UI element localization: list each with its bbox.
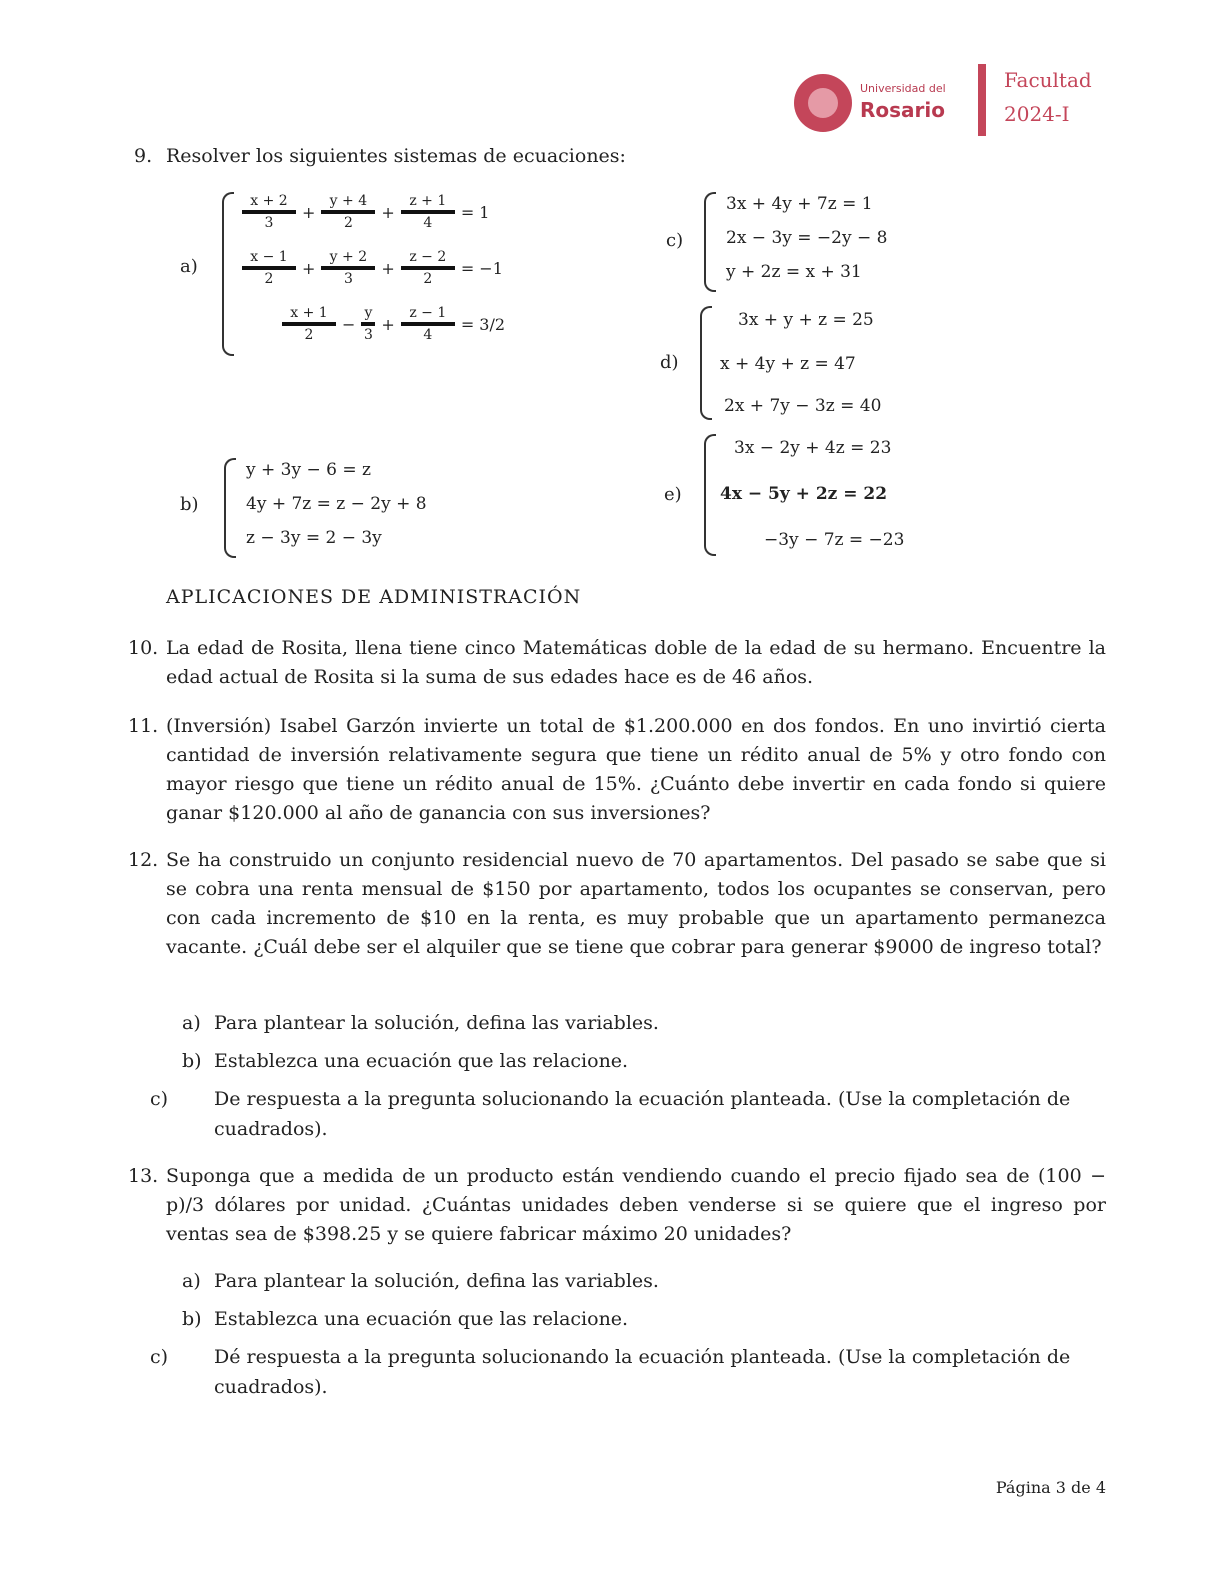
- exercise-13-sub-c: [150, 1342, 1106, 1402]
- system-c-eq-1: 3x + 4y + 7z = 1: [726, 194, 873, 214]
- system-b-brace: [224, 458, 236, 558]
- system-b-eq-2: 4y + 7z = z − 2y + 8: [246, 494, 427, 514]
- fraction-numerator: x − 1: [250, 249, 288, 265]
- system-a-label: a): [180, 256, 198, 277]
- exercise-11-number: 11.: [128, 715, 159, 737]
- exercise-9-number: 9.: [134, 145, 153, 167]
- fraction-numerator: z − 1: [409, 305, 447, 321]
- sub-label: b): [182, 1308, 202, 1330]
- fraction-denominator: 2: [343, 215, 353, 231]
- system-a-eq-2: [238, 248, 505, 288]
- faculty-label: Facultad: [1004, 68, 1092, 92]
- operator: +: [381, 314, 395, 334]
- fraction-denominator: 2: [423, 271, 433, 287]
- fraction: [321, 248, 375, 288]
- exercise-12-text: Se ha construido un conjunto residencial nuevo de 70 apartamentos. Del pasado se sabe que si se cobra una renta mensual de $150 por apartamento, todos los ocupantes se conservan, pero con cada incremento de $10 en la renta, es muy probable que un apartamento permanezca vacante. ¿Cuál debe ser el alquiler que se tiene que cobrar para generar $9000 de ingreso total?: [166, 849, 1106, 958]
- operator: +: [302, 258, 316, 278]
- system-a-eq-1: [238, 192, 491, 232]
- sub-label: b): [182, 1050, 202, 1072]
- fraction-numerator: x + 1: [290, 305, 328, 321]
- system-b: [180, 456, 480, 560]
- fraction: [321, 192, 375, 232]
- system-c-eq-3: y + 2z = x + 31: [726, 262, 862, 282]
- fraction-numerator: z − 2: [409, 249, 447, 265]
- system-d-eq-3: 2x + 7y − 3z = 40: [724, 396, 882, 416]
- fraction-denominator: 3: [363, 327, 373, 343]
- logo-small-text: Universidad del: [860, 82, 946, 95]
- sub-text: Para plantear la solución, defina las variables.: [214, 1012, 659, 1034]
- exercise-10-text: La edad de Rosita, llena tiene cinco Matemáticas doble de la edad de su hermano. Encuentre la edad actual de Rosita si la suma de sus edades hace es de 46 años.: [166, 637, 1106, 688]
- system-a-eq-3: [278, 304, 507, 344]
- exercise-11-text: (Inversión) Isabel Garzón invierte un total de $1.200.000 en dos fondos. En uno invirtió cierta cantidad de inversión relativamente segura que tiene un rédito anual de 5% y otro fondo con mayor riesgo que tiene un rédito anual de 15%. ¿Cuánto debe invertir en cada fondo si quiere ganar $120.000 al año de ganancia con sus inversiones?: [166, 715, 1106, 824]
- sub-label: c): [150, 1346, 169, 1368]
- operator: +: [302, 202, 316, 222]
- system-d-brace: [700, 306, 712, 420]
- exercise-9-prompt: Resolver los siguientes sistemas de ecuaciones:: [166, 145, 626, 167]
- system-d-eq-1: 3x + y + z = 25: [738, 310, 874, 330]
- sub-label: a): [182, 1012, 201, 1034]
- system-e-brace: [704, 434, 716, 556]
- exercise-13-text: Suponga que a medida de un producto están vendiendo cuando el precio fijado sea de (100 − p)/3 dólares por unidad. ¿Cuántas unidades deben venderse si se quiere que el ingreso por ventas sea de $398.25 y se quiere fabricar máximo 20 unidades?: [166, 1165, 1106, 1245]
- system-e-eq-1: 3x − 2y + 4z = 23: [734, 438, 892, 458]
- sub-label: a): [182, 1270, 201, 1292]
- system-d: [660, 304, 920, 422]
- operator: = 1: [460, 202, 490, 222]
- logo-divider: [978, 64, 986, 136]
- logo-name: Rosario: [860, 98, 945, 122]
- sub-text: Establezca una ecuación que las relacione.: [214, 1050, 629, 1072]
- exercise-13-sub-a: [182, 1266, 1106, 1296]
- fraction-denominator: 3: [264, 215, 274, 231]
- fraction-numerator: y + 2: [329, 249, 368, 265]
- system-e-eq-3: −3y − 7z = −23: [764, 530, 905, 550]
- system-a-brace: [222, 192, 234, 356]
- system-e: [664, 432, 934, 556]
- university-logo: [790, 64, 1120, 144]
- fraction: [282, 304, 336, 344]
- fraction-denominator: 2: [264, 271, 274, 287]
- fraction-denominator: 4: [423, 327, 433, 343]
- sub-label: c): [150, 1088, 169, 1110]
- exercise-12-sub-a: [182, 1008, 1106, 1038]
- fraction: [361, 304, 375, 344]
- exercise-13-sub-b: [182, 1304, 1106, 1334]
- system-c-brace: [704, 192, 716, 292]
- system-c: [666, 190, 926, 294]
- exercise-12-sub-b: [182, 1046, 1106, 1076]
- system-e-eq-2: 4x − 5y + 2z = 22: [720, 484, 888, 504]
- system-d-eq-2: x + 4y + z = 47: [720, 354, 856, 374]
- system-e-label: e): [664, 484, 682, 505]
- fraction-numerator: y + 4: [329, 193, 368, 209]
- fraction: [401, 304, 455, 344]
- seal-icon: [794, 74, 852, 132]
- system-b-label: b): [180, 494, 199, 515]
- system-b-eq-1: y + 3y − 6 = z: [246, 460, 371, 480]
- sub-text: Dé respuesta a la pregunta solucionando la ecuación planteada. (Use la completación de cuadrados).: [214, 1346, 1071, 1398]
- system-a: [180, 190, 540, 360]
- operator: −: [342, 314, 356, 334]
- system-c-eq-2: 2x − 3y = −2y − 8: [726, 228, 888, 248]
- fraction-numerator: y: [364, 305, 373, 321]
- section-heading: APLICACIONES DE ADMINISTRACIÓN: [166, 586, 582, 608]
- term-label: 2024-I: [1004, 102, 1070, 126]
- operator: +: [381, 258, 395, 278]
- sub-text: De respuesta a la pregunta solucionando la ecuación planteada. (Use la completación de cuadrados).: [214, 1088, 1071, 1140]
- system-d-label: d): [660, 352, 679, 373]
- system-c-label: c): [666, 230, 684, 251]
- sub-text: Para plantear la solución, defina las variables.: [214, 1270, 659, 1292]
- fraction: [401, 248, 455, 288]
- fraction: [242, 248, 296, 288]
- sub-text: Establezca una ecuación que las relacione.: [214, 1308, 629, 1330]
- operator: +: [381, 202, 395, 222]
- fraction-denominator: 2: [304, 327, 314, 343]
- fraction: [242, 192, 296, 232]
- system-b-eq-3: z − 3y = 2 − 3y: [246, 528, 382, 548]
- page-number: Página 3 de 4: [995, 1478, 1106, 1497]
- exercise-10-number: 10.: [128, 637, 159, 659]
- operator: = 3/2: [460, 314, 506, 334]
- fraction-denominator: 4: [423, 215, 433, 231]
- exercise-13-number: 13.: [128, 1165, 159, 1187]
- fraction-denominator: 3: [343, 271, 353, 287]
- exercise-12-number: 12.: [128, 849, 159, 871]
- exercise-12-sub-c: [150, 1084, 1106, 1144]
- fraction-numerator: z + 1: [409, 193, 447, 209]
- fraction-numerator: x + 2: [250, 193, 288, 209]
- operator: = −1: [460, 258, 503, 278]
- fraction: [401, 192, 455, 232]
